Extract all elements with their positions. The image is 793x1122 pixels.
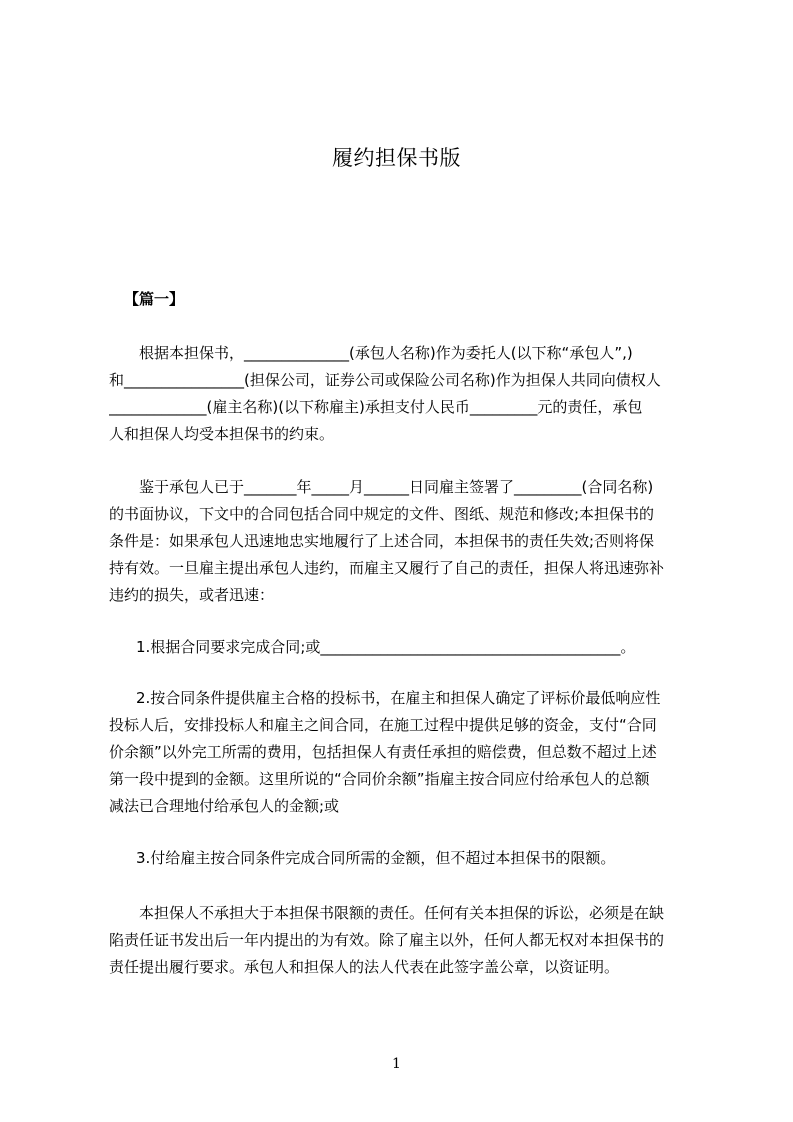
paragraph-line: 人和担保人均受本担保书的约束。 [109,425,335,443]
paragraph-line: 价余额”以外完工所需的费用，包括担保人有责任承担的赔偿费，但总数不超过上述 [109,743,657,761]
paragraph-line: 减法已合理地付给承包人的金额;或 [109,797,340,815]
paragraph-line: 第一段中提到的金额。这里所说的“合同价余额”指雇主按合同应付给承包人的总额 [109,770,650,788]
section-heading: 【篇一】 [124,290,185,308]
paragraph-line: _____________(雇主名称)(以下称雇主)承担支付人民币_________元的责任，承包 [109,398,643,416]
paragraph-line: 持有效。一旦雇主提出承包人违约，而雇主又履行了自己的责任，担保人将迅速弥补 [109,559,665,577]
paragraph-line: 本担保人不承担大于本担保书限额的责任。任何有关本担保的诉讼，必须是在缺 [139,904,665,922]
paragraph-line: 责任提出履行要求。承包人和担保人的法人代表在此签字盖公章，以资证明。 [109,958,620,976]
paragraph-line: 和________________(担保公司，证券公司或保险公司名称)作为担保人共同向债权人 [109,371,661,389]
paragraph-line: 1.根据合同要求完成合同;或________________________________________。 [136,638,636,656]
paragraph-line: 3.付给雇主按合同条件完成合同所需的金额，但不超过本担保书的限额。 [136,849,616,867]
paragraph-guarantee-intro [109,340,701,448]
paragraph-line: 的书面协议，下文中的合同包括合同中规定的文件、图纸、规范和修改;本担保书的 [109,505,655,523]
paragraph-line: 违约的损失，或者迅速： [109,586,275,604]
list-item-1 [109,634,701,661]
paragraph-line: 条件是：如果承包人迅速地忠实地履行了上述合同，本担保书的责任失效;否则将保 [109,532,655,550]
paragraph-liability-limit [109,900,701,981]
list-item-2 [109,685,701,820]
paragraph-line: 根据本担保书，______________(承包人名称)作为委托人(以下称“承包人”,) [139,344,633,362]
page-number: 1 [392,1056,401,1072]
paragraph-line: 陷责任证书发出后一年内提出的为有效。除了雇主以外，任何人都无权对本担保书的 [109,931,665,949]
list-item-3 [109,845,701,872]
paragraph-contract-conditions [109,474,701,609]
document-title: 履约担保书版 [332,146,461,170]
paragraph-line: 投标人后，安排投标人和雇主之间合同，在施工过程中提供足够的资金，支付“合同 [109,716,657,734]
paragraph-line: 鉴于承包人已于_______年_____月______日同雇主签署了_________(合同名称) [139,478,654,496]
paragraph-line: 2.按合同条件提供雇主合格的投标书，在雇主和担保人确定了评标价最低响应性 [136,689,661,707]
